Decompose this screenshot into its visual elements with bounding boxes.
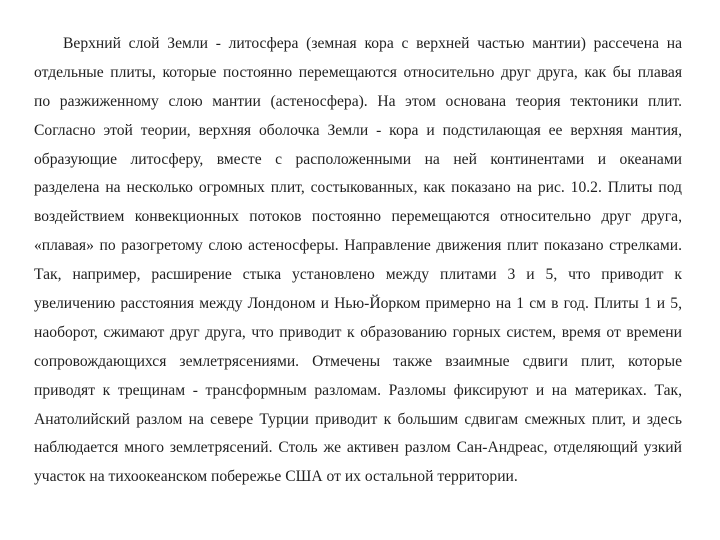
text-line: Верхний слой Земли - литосфера (земная кора с верхней частью мантии) рассечена на bbox=[63, 35, 682, 52]
text-line: Согласно этой теории, верхняя оболочка Земли - кора и подстилающая ее верхняя мантия, bbox=[34, 121, 682, 139]
text-line: Так, например, расширение стыка установлено между плитами 3 и 5, что приводит к bbox=[34, 266, 682, 284]
text-line: Анатолийский разлом на севере Турции приводит к большим сдвигам смежных плит, и здесь bbox=[34, 410, 682, 428]
text-line: приводят к трещинам - трансформным разломам. Разломы фиксируют и на материках. Так, bbox=[34, 381, 682, 399]
document-body bbox=[34, 30, 682, 492]
text-line: увеличению расстояния между Лондоном и Нью-Йорком примерно на 1 см в год. Плиты 1 и 5, bbox=[34, 295, 682, 313]
text-line: по разжиженному слою мантии (астеносфера). На этом основана теория тектоники плит. bbox=[34, 92, 682, 110]
text-line: участок на тихоокеанском побережье США от их остальной территории. bbox=[34, 468, 518, 486]
text-line: наблюдается много землетрясений. Столь же активен разлом Сан-Андреас, отделяющий узкий bbox=[34, 439, 682, 457]
text-line: воздействием конвекционных потоков постоянно перемещаются относительно друг друга, bbox=[34, 208, 682, 226]
text-line: отдельные плиты, которые постоянно перемещаются относительно друг друга, как бы плавая bbox=[34, 63, 682, 81]
text-line: разделена на несколько огромных плит, состыкованных, как показано на рис. 10.2. Плиты под bbox=[34, 179, 682, 197]
text-line: наоборот, сжимают друг друга, что приводит к образованию горных систем, время от времени bbox=[34, 323, 682, 341]
text-line: образующие литосферу, вместе с расположенными на ней континентами и океанами bbox=[34, 150, 682, 168]
text-line: сопровождающихся землетрясениями. Отмечены также взаимные сдвиги плит, которые bbox=[34, 352, 682, 370]
text-line: «плавая» по разогретому слою астеносферы. Направление движения плит показано стрелками. bbox=[34, 237, 682, 255]
